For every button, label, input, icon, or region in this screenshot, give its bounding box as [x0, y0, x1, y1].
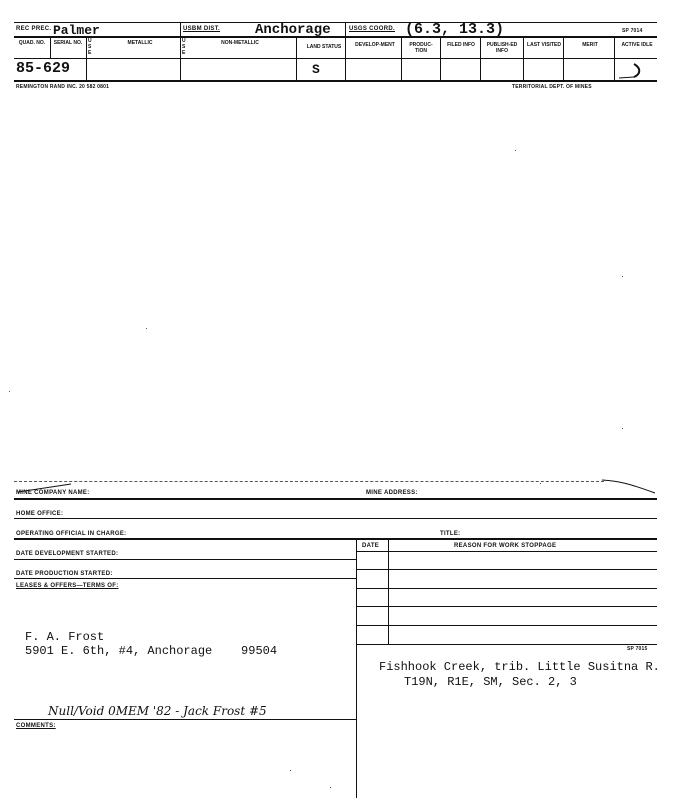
leases-offers-label: LEASES & OFFERS—TERMS OF: — [16, 583, 119, 589]
top-footer-right: TERRITORIAL DEPT. OF MINES — [512, 84, 592, 90]
quad-serial-value: 85-629 — [16, 60, 71, 77]
title-label: TITLE: — [440, 531, 461, 537]
header-filed-info: FILED INFO — [447, 42, 475, 48]
rec-prec-label: REC PREC. — [16, 26, 52, 32]
top-footer-left: REMINGTON RAND INC. 20 582 0801 — [16, 84, 110, 90]
header-active-idle: ACTIVE IDLE — [621, 42, 653, 48]
mine-address-label: MINE ADDRESS: — [366, 490, 418, 496]
header-use-nonmetallic: U S E — [182, 38, 186, 56]
header-metallic: METALLIC — [127, 40, 153, 46]
rec-prec-value: Palmer — [53, 23, 100, 38]
header-last-visited: LAST VISITED — [527, 42, 561, 48]
usbm-dist-label: USBM DIST. — [183, 26, 221, 32]
operating-official-label: OPERATING OFFICIAL IN CHARGE: — [16, 531, 127, 537]
bottom-form-code: SP 7015 — [627, 646, 648, 652]
location-line2: T19N, R1E, SM, Sec. 2, 3 — [404, 675, 577, 689]
usbm-dist-value: Anchorage — [255, 22, 331, 38]
usgs-coord-value: (6.3, 13.3) — [405, 21, 505, 38]
header-land-status: LAND STATUS — [306, 44, 342, 50]
header-use-metallic: U S E — [88, 38, 92, 56]
location-line1: Fishhook Creek, trib. Little Susitna R. — [379, 660, 660, 674]
usgs-coord-label: USGS COORD. — [349, 26, 395, 32]
card-corner-curve — [600, 476, 660, 496]
header-nonmetallic: NON-METALLIC — [221, 40, 259, 46]
header-merit: MERIT — [582, 42, 598, 48]
comments-label: COMMENTS: — [16, 723, 56, 729]
land-status-value: S — [312, 62, 320, 77]
header-serial-no: SERIAL NO. — [53, 40, 83, 46]
reason-col-label: REASON FOR WORK STOPPAGE — [454, 543, 557, 549]
header-development: DEVELOP-MENT — [355, 42, 395, 48]
mine-company-name-label: MINE COMPANY NAME: — [16, 490, 90, 496]
home-office-label: HOME OFFICE: — [16, 511, 64, 517]
header-published-info: PUBLISH-ED INFO — [486, 42, 518, 54]
active-idle-mark — [614, 60, 644, 82]
owner-address: 5901 E. 6th, #4, Anchorage 99504 — [25, 644, 278, 658]
date-production-started-label: DATE PRODUCTION STARTED: — [16, 571, 113, 577]
handwritten-note: Null/Void 0MEM '82 - Jack Frost #5 — [48, 704, 267, 718]
date-development-started-label: DATE DEVELOPMENT STARTED: — [16, 551, 119, 557]
header-production: PRODUC-TION — [409, 42, 433, 54]
owner-name: F. A. Frost — [25, 630, 105, 644]
header-quad-no: QUAD. NO. — [18, 40, 46, 46]
date-col-label: DATE — [362, 543, 380, 549]
top-form-code: SP 7014 — [622, 28, 643, 34]
